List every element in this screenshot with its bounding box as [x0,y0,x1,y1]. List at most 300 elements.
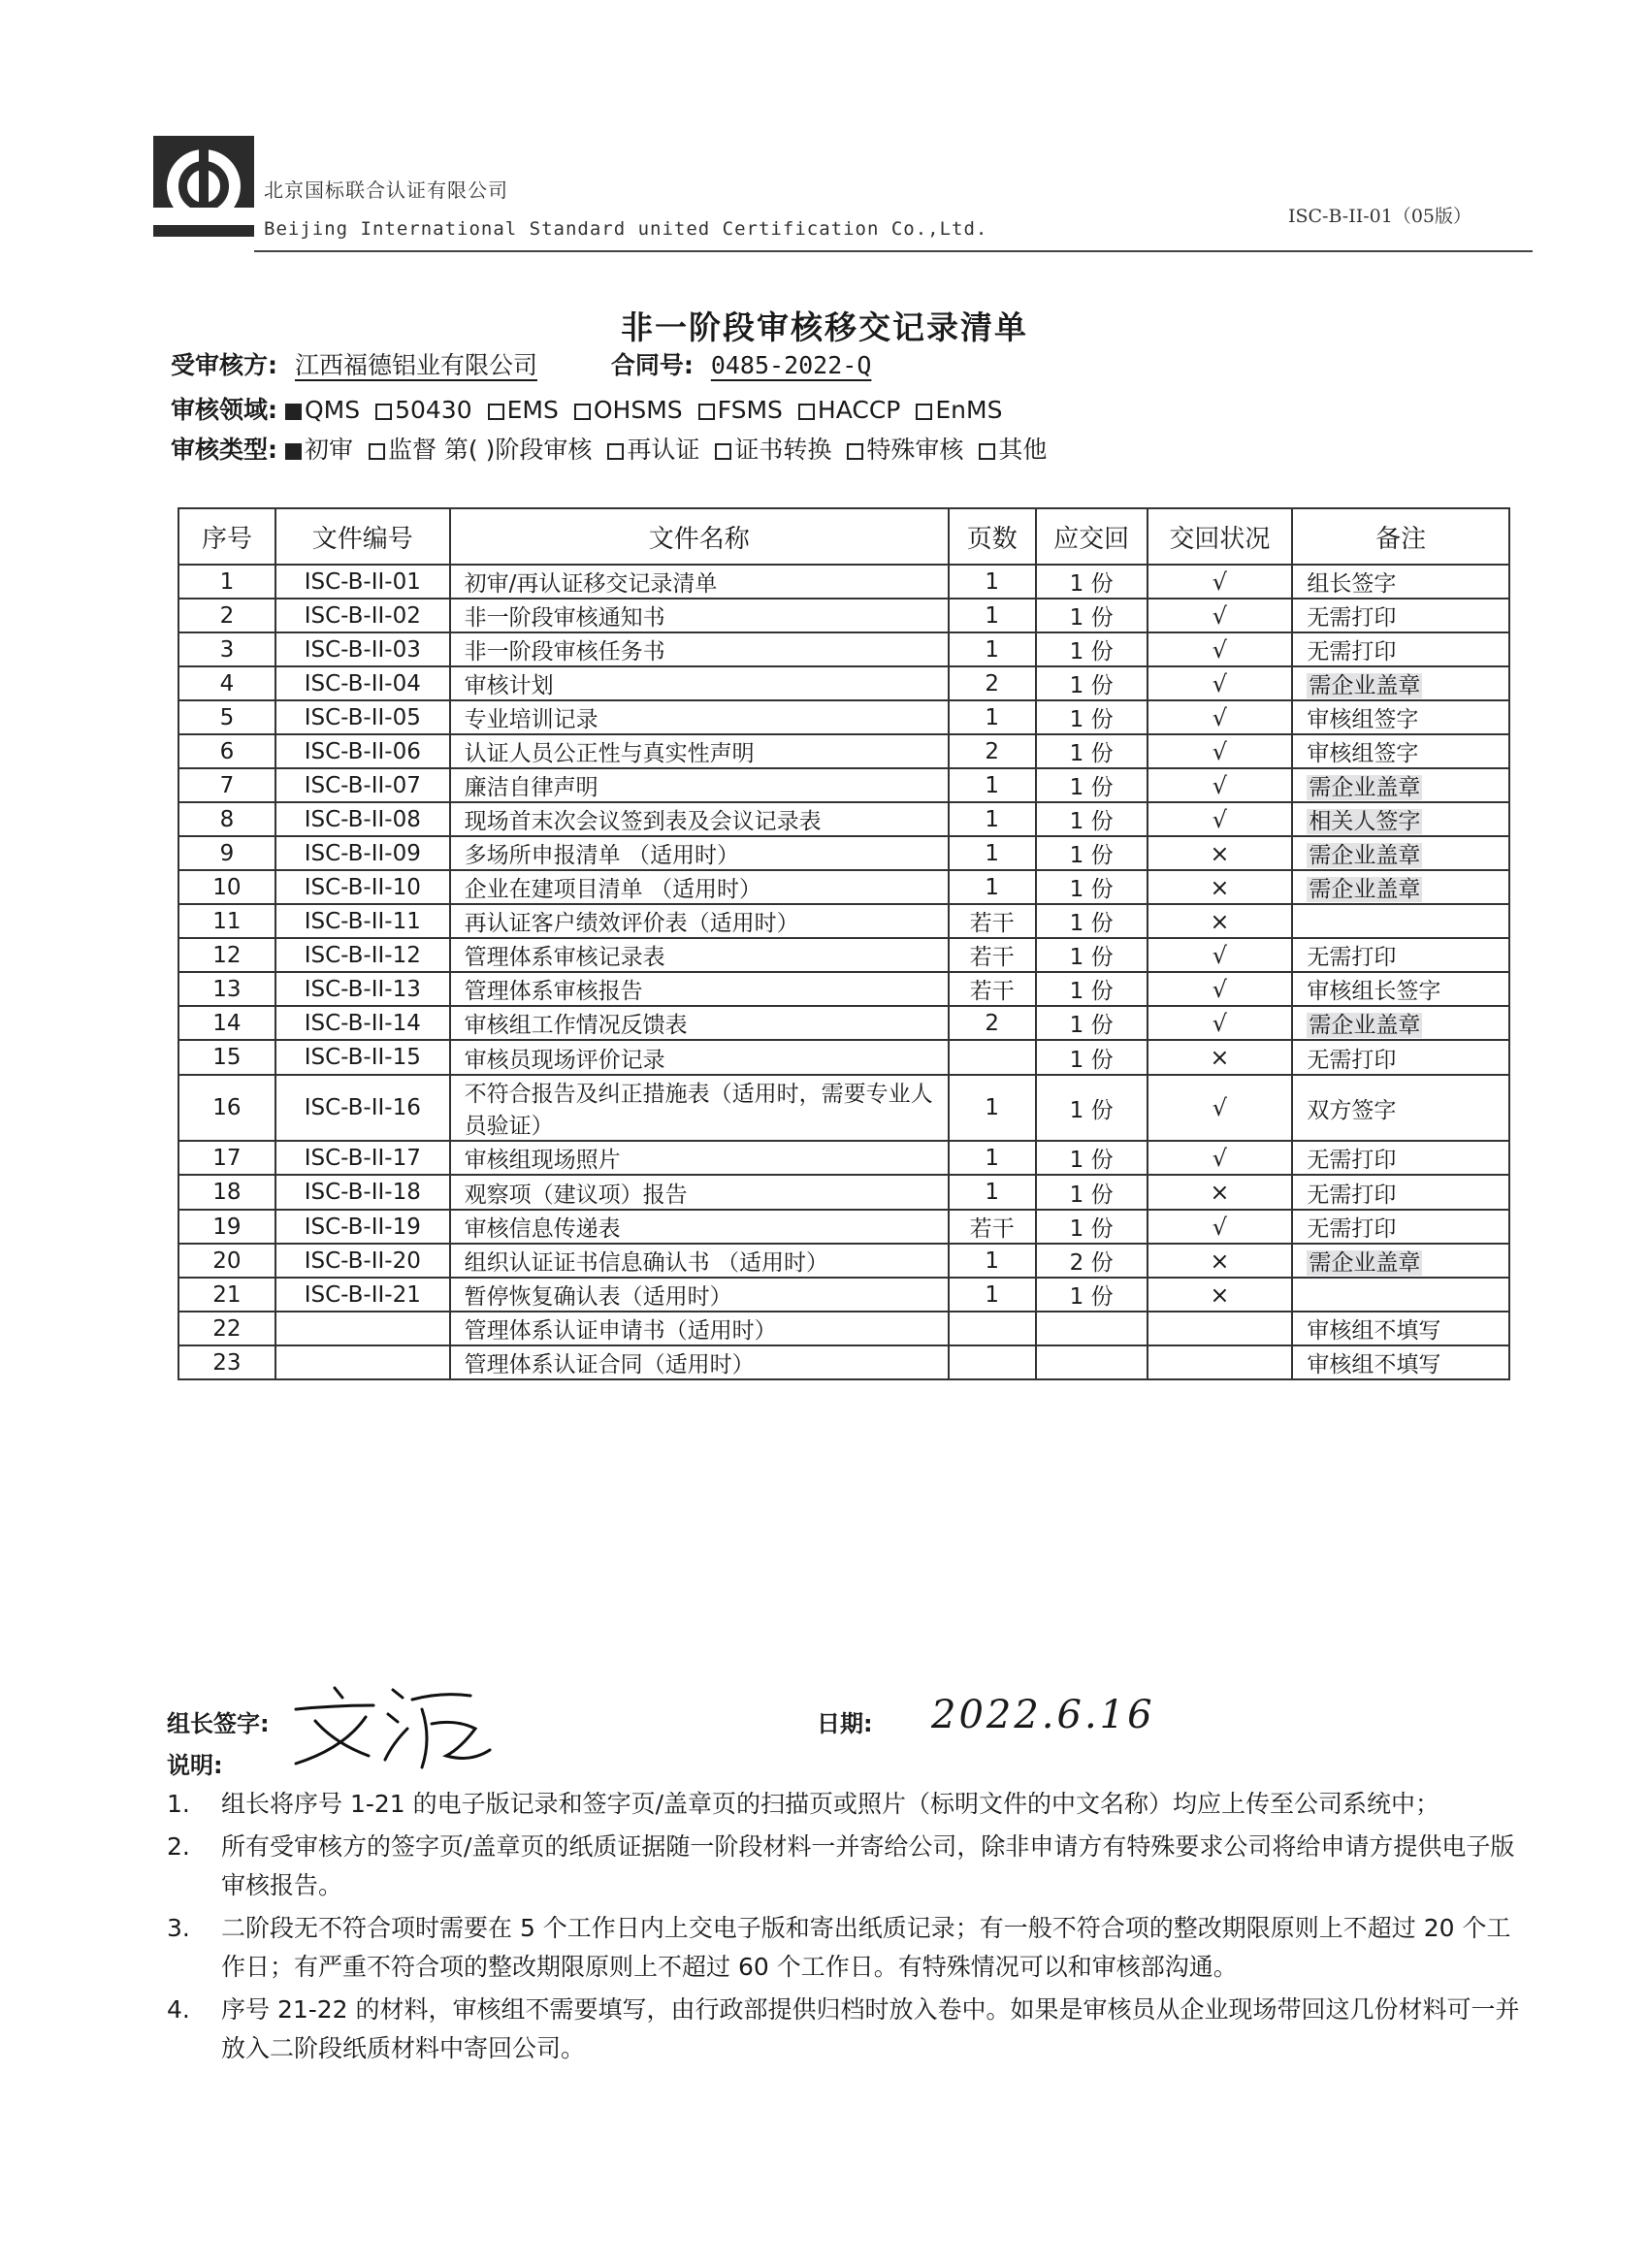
return-status: × [1210,1280,1230,1309]
row-number-cell [178,1345,275,1379]
table-row [178,938,1509,972]
file-name: 再认证客户绩效评价表（适用时） [464,911,799,936]
copies-due: 1 份 [1069,707,1114,732]
file-code: ISC-B-II-15 [304,1045,421,1070]
page-count-cell [949,1345,1036,1379]
copies-due: 1 份 [1069,843,1114,868]
file-code: ISC-B-II-04 [304,670,421,697]
remark-cell [1292,666,1509,700]
contract-label: 合同号: [610,351,694,379]
return-status: × [1210,1044,1230,1071]
checkbox-icon [715,443,731,460]
note-item: 2. 所有受审核方的签字页/盖章页的纸质证据随一阶段材料一并寄给公司，除非申请方有特殊要求公司将给申请方提供电子版审核报告。 [167,1832,1515,1899]
table-row [178,904,1509,938]
copies-due: 1 份 [1069,911,1114,936]
page-count: 若干 [969,911,1015,936]
domain-option [698,396,783,424]
page-count: 1 [985,840,1000,866]
domain-options [285,396,1018,424]
file-code: ISC-B-II-07 [304,772,421,798]
file-name-cell [450,1006,949,1040]
table-row [178,565,1509,599]
file-code-cell [275,972,450,1006]
auditee-value: 江西福德铝业有限公司 [294,351,537,379]
file-name: 组织认证证书信息确认书 （适用时） [464,1250,828,1276]
audit-type-option-label: 证书转换 [734,436,832,464]
return-status-cell [1148,1040,1293,1075]
file-code-cell [275,666,450,700]
row-number-cell [178,1312,275,1345]
table-row [178,666,1509,700]
page-count-cell [949,700,1036,734]
page-count-cell [949,599,1036,632]
file-code-cell [275,599,450,632]
file-name-cell [450,1075,949,1141]
row-number-cell [178,1141,275,1175]
copies-due: 1 份 [1069,1182,1114,1208]
checkbox-icon [847,443,863,460]
file-code-cell [275,870,450,904]
col-header-no: 序号 [178,508,275,565]
page-count: 若干 [969,1216,1015,1242]
row-number: 19 [212,1214,242,1240]
row-number-cell [178,938,275,972]
copies-due: 1 份 [1069,945,1114,970]
table-row [178,768,1509,802]
return-status: √ [1212,635,1228,664]
handover-table [178,507,1510,1380]
file-code: ISC-B-II-11 [304,908,421,934]
copies-due: 1 份 [1069,1148,1114,1173]
page-count-cell [949,666,1036,700]
remark: 无需打印 [1307,1216,1397,1242]
page-count: 若干 [969,945,1015,970]
page-count: 1 [985,806,1000,832]
row-number-cell [178,836,275,870]
page-count: 1 [985,1247,1000,1274]
copies-due: 1 份 [1069,605,1114,631]
domain-option [375,396,472,424]
file-name: 观察项（建议项）报告 [464,1182,688,1208]
remark-cell [1292,904,1509,938]
return-status: × [1210,1247,1230,1275]
return-status-cell [1148,768,1293,802]
file-name-cell [450,802,949,836]
file-code: ISC-B-II-03 [304,636,421,663]
copies-due: 1 份 [1069,1097,1114,1123]
file-name-cell [450,972,949,1006]
return-status-cell [1148,632,1293,666]
domain-option-label: EnMS [935,396,1003,424]
page-count-cell [949,1278,1036,1312]
return-status-cell [1148,599,1293,632]
page-count-cell [949,632,1036,666]
return-status-cell [1148,836,1293,870]
auditee-label: 受审核方: [171,351,277,379]
remark-cell [1292,599,1509,632]
page-count: 1 [985,568,1000,595]
remark: 相关人签字 [1309,809,1421,834]
file-name-cell [450,938,949,972]
remark: 审核组不填写 [1307,1318,1441,1344]
file-name-cell [450,1175,949,1210]
file-code: ISC-B-II-18 [304,1180,421,1205]
row-number: 14 [212,1010,242,1036]
file-name: 审核组工作情况反馈表 [464,1013,688,1038]
domain-option [798,396,900,424]
checkbox-icon [607,443,624,460]
return-status-cell [1148,1244,1293,1278]
page-count-cell [949,938,1036,972]
file-name: 专业培训记录 [464,707,598,732]
audit-type-options [285,436,1062,464]
copies-due: 1 份 [1069,1216,1114,1242]
audit-type-option-label: 特殊审核 [866,436,964,464]
file-name-cell [450,666,949,700]
return-status: √ [1212,1144,1228,1172]
remark: 需企业盖章 [1309,877,1421,902]
return-status-cell [1148,938,1293,972]
page-count: 1 [985,704,1000,730]
remark-cell [1292,836,1509,870]
page-count: 1 [985,1281,1000,1308]
file-name: 管理体系认证申请书（适用时） [464,1318,777,1344]
file-code-cell [275,1278,450,1312]
domain-option-label: 50430 [395,396,472,424]
return-status: √ [1212,771,1228,799]
col-header-status: 交回状况 [1148,508,1293,565]
file-name: 非一阶段审核通知书 [464,605,665,631]
checkbox-icon [916,404,932,420]
remark-cell [1292,1312,1509,1345]
checkbox-icon [488,404,504,420]
remark: 无需打印 [1307,1148,1397,1173]
page-count: 2 [985,1010,1000,1036]
page-count: 1 [985,772,1000,798]
remark: 需企业盖章 [1309,843,1421,868]
return-status: √ [1212,737,1228,765]
return-status-cell [1148,1312,1293,1345]
file-name-cell [450,870,949,904]
return-status: √ [1212,567,1228,596]
checkbox-icon [979,443,995,460]
row-number: 9 [219,840,235,866]
file-code: ISC-B-II-19 [304,1214,421,1240]
note-item: 4. 序号 21-22 的材料，审核组不需要填写，由行政部提供归档时放入卷中。如果是审核员从企业现场带回这几份材料可一并放入二阶段纸质材料中寄回公司。 [167,1995,1520,2062]
return-status: √ [1212,601,1228,630]
file-code: ISC-B-II-05 [304,704,421,730]
return-status: √ [1212,669,1228,697]
row-number: 15 [212,1045,242,1070]
copies-due-cell [1036,1278,1148,1312]
return-status-cell [1148,1210,1293,1244]
row-number-cell [178,734,275,768]
file-name-cell [450,734,949,768]
col-header-pages: 页数 [949,508,1036,565]
remark-cell [1292,938,1509,972]
return-status-cell [1148,904,1293,938]
page-count-cell [949,565,1036,599]
domain-option [916,396,1002,424]
copies-due: 1 份 [1069,979,1114,1004]
audit-type-row [171,431,1062,466]
page-count: 1 [985,1095,1000,1120]
remark-cell [1292,768,1509,802]
file-name-cell [450,768,949,802]
copies-due: 1 份 [1069,639,1114,664]
file-name: 审核信息传递表 [464,1216,621,1242]
file-name-cell [450,700,949,734]
return-status-cell [1148,802,1293,836]
return-status-cell [1148,1175,1293,1210]
remark: 审核组长签字 [1307,979,1441,1004]
page-count-cell [949,1175,1036,1210]
file-code-cell [275,700,450,734]
remark-cell [1292,1141,1509,1175]
file-code: ISC-B-II-10 [304,874,421,900]
return-status: √ [1212,1094,1228,1121]
file-code-cell [275,768,450,802]
row-number: 16 [212,1095,242,1120]
row-number: 5 [219,704,235,730]
file-name: 审核组现场照片 [464,1148,621,1173]
copies-due-cell [1036,870,1148,904]
page-count-cell [949,870,1036,904]
page-count-cell [949,1006,1036,1040]
file-code: ISC-B-II-21 [304,1281,421,1308]
copies-due: 1 份 [1069,1284,1114,1310]
return-status: × [1210,1179,1230,1206]
file-code-cell [275,1175,450,1210]
copies-due-cell [1036,1345,1148,1379]
table-row [178,1141,1509,1175]
return-status-cell [1148,1006,1293,1040]
copies-due: 1 份 [1069,877,1114,902]
file-name: 企业在建项目清单 （适用时） [464,877,761,902]
file-name: 管理体系认证合同（适用时） [464,1352,755,1377]
file-name: 现场首末次会议签到表及会议记录表 [464,809,822,834]
file-code: ISC-B-II-14 [304,1010,421,1036]
copies-due-cell [1036,836,1148,870]
file-code-cell [275,632,450,666]
copies-due-cell [1036,768,1148,802]
remark-cell [1292,1075,1509,1141]
table-row [178,1006,1509,1040]
copies-due-cell [1036,938,1148,972]
page-count: 1 [985,636,1000,663]
page-count-cell [949,836,1036,870]
table-row [178,1244,1509,1278]
copies-due-cell [1036,632,1148,666]
row-number: 23 [212,1349,242,1376]
file-code-cell [275,734,450,768]
checkbox-icon [798,404,815,420]
remark-cell [1292,870,1509,904]
page-count: 1 [985,1145,1000,1171]
checkbox-icon [574,404,591,420]
audit-type-option [607,436,699,464]
page-count-cell [949,802,1036,836]
contract-value: 0485-2022-Q [710,351,872,379]
audit-type-option-label: 再认证 [627,436,700,464]
copies-due: 1 份 [1069,673,1114,698]
return-status-cell [1148,1278,1293,1312]
domain-label: 审核领域: [171,396,277,424]
return-status-cell [1148,700,1293,734]
header-divider [254,250,1533,252]
domain-option-label: HACCP [817,396,901,424]
row-number: 7 [219,772,235,798]
file-name-cell [450,1141,949,1175]
copies-due-cell [1036,565,1148,599]
return-status: √ [1212,1009,1228,1037]
page-count-cell [949,904,1036,938]
row-number: 6 [219,738,235,764]
company-name-cn: 北京国标联合认证有限公司 [264,178,508,202]
remark: 无需打印 [1307,1182,1397,1208]
col-header-remark: 备注 [1292,508,1509,565]
domain-option-label: FSMS [717,396,783,424]
page-title: 非一阶段审核移交记录清单 [621,308,1028,346]
domain-option-label: OHSMS [593,396,683,424]
row-number-cell [178,1244,275,1278]
remark: 无需打印 [1307,605,1397,631]
file-name-cell [450,1210,949,1244]
page-count-cell [949,972,1036,1006]
audit-type-option-label: 其他 [998,436,1048,464]
file-code: ISC-B-II-16 [304,1095,421,1120]
row-number-cell [178,768,275,802]
audit-type-option-label: 初审 [304,436,353,464]
remark: 需企业盖章 [1309,775,1421,800]
row-number: 18 [212,1180,242,1205]
remark: 组长签字 [1307,571,1397,597]
table-row [178,870,1509,904]
checkbox-icon [369,443,385,460]
file-name-cell [450,836,949,870]
remark-cell [1292,632,1509,666]
company-name-en: Beijing International Standard united Certification Co.,Ltd. [264,218,988,240]
page-count: 2 [985,670,1000,697]
file-code-cell [275,1244,450,1278]
remark-cell [1292,1006,1509,1040]
audit-type-option [285,436,353,464]
file-code: ISC-B-II-13 [304,976,421,1002]
checked-box-icon [285,404,302,420]
remark: 无需打印 [1307,945,1397,970]
copies-due: 1 份 [1069,571,1114,597]
row-number: 11 [212,908,242,934]
audit-type-option [847,436,963,464]
audit-type-label: 审核类型: [171,436,277,464]
audit-type-option [715,436,831,464]
page-count: 1 [985,1180,1000,1205]
table-row [178,1075,1509,1141]
company-logo [153,136,254,237]
file-code-cell [275,1210,450,1244]
remark: 审核组签字 [1307,741,1419,766]
copies-due-cell [1036,734,1148,768]
file-name: 不符合报告及纠正措施表（适用时，需要专业人员验证） [464,1082,933,1139]
remark-cell [1292,802,1509,836]
row-number-cell [178,1040,275,1075]
row-number-cell [178,802,275,836]
file-name-cell [450,1345,949,1379]
copies-due-cell [1036,1006,1148,1040]
file-name-cell [450,632,949,666]
col-header-name: 文件名称 [450,508,949,565]
file-name-cell [450,1278,949,1312]
remark-cell [1292,1175,1509,1210]
copies-due-cell [1036,700,1148,734]
row-number: 17 [212,1145,242,1171]
page-count-cell [949,1312,1036,1345]
row-number: 13 [212,976,242,1002]
file-name: 认证人员公正性与真实性声明 [464,741,755,766]
remark-cell [1292,1040,1509,1075]
file-code-cell [275,1141,450,1175]
remark-cell [1292,972,1509,1006]
file-code-cell [275,802,450,836]
remark-cell [1292,1278,1509,1312]
file-name: 多场所申报清单 （适用时） [464,843,739,868]
return-status-cell [1148,734,1293,768]
copies-due: 1 份 [1069,809,1114,834]
return-status-cell [1148,972,1293,1006]
col-header-copies: 应交回 [1036,508,1148,565]
domain-row [171,391,1018,426]
copies-due-cell [1036,1244,1148,1278]
page-count-cell [949,734,1036,768]
date-value: 2022.6.16 [931,1693,1155,1737]
file-name: 廉洁自律声明 [464,775,598,800]
file-code-cell [275,565,450,599]
row-number-cell [178,565,275,599]
row-number-cell [178,1278,275,1312]
copies-due-cell [1036,599,1148,632]
file-name-cell [450,1040,949,1075]
row-number-cell [178,1175,275,1210]
document-code: ISC-B-II-01（05版） [1288,206,1471,227]
page-count: 若干 [969,979,1015,1004]
return-status-cell [1148,1141,1293,1175]
page-count: 1 [985,874,1000,900]
remark: 审核组不填写 [1307,1352,1441,1377]
return-status: √ [1212,941,1228,969]
note-item: 1. 组长将序号 1-21 的电子版记录和签字页/盖章页的扫描页或照片（标明文件的中文名称）均应上传至公司系统中； [167,1790,1440,1818]
file-code-cell [275,1075,450,1141]
table-header-row [178,508,1509,565]
copies-due: 1 份 [1069,741,1114,766]
remark: 需企业盖章 [1309,673,1421,698]
table-row [178,1210,1509,1244]
return-status-cell [1148,666,1293,700]
page-count-cell [949,1075,1036,1141]
remark-cell [1292,1210,1509,1244]
file-name-cell [450,904,949,938]
remark: 双方签字 [1307,1097,1397,1123]
file-code: ISC-B-II-08 [304,806,421,832]
file-code: ISC-B-II-09 [304,840,421,866]
leader-signature-label: 组长签字: [167,1710,270,1737]
file-code-cell [275,1345,450,1379]
file-code-cell [275,836,450,870]
row-number-cell [178,904,275,938]
file-name: 暂停恢复确认表（适用时） [464,1284,732,1310]
note-item: 3. 二阶段无不符合项时需要在 5 个工作日内上交电子版和寄出纸质记录；有一般不符合项的整改期限原则上不超过 20 个工作日；有严重不符合项的整改期限原则上不超过 60 个工作日。有特殊情况可以和审核部沟通。 [167,1914,1511,1981]
table-row [178,700,1509,734]
remark: 需企业盖章 [1309,1250,1421,1276]
